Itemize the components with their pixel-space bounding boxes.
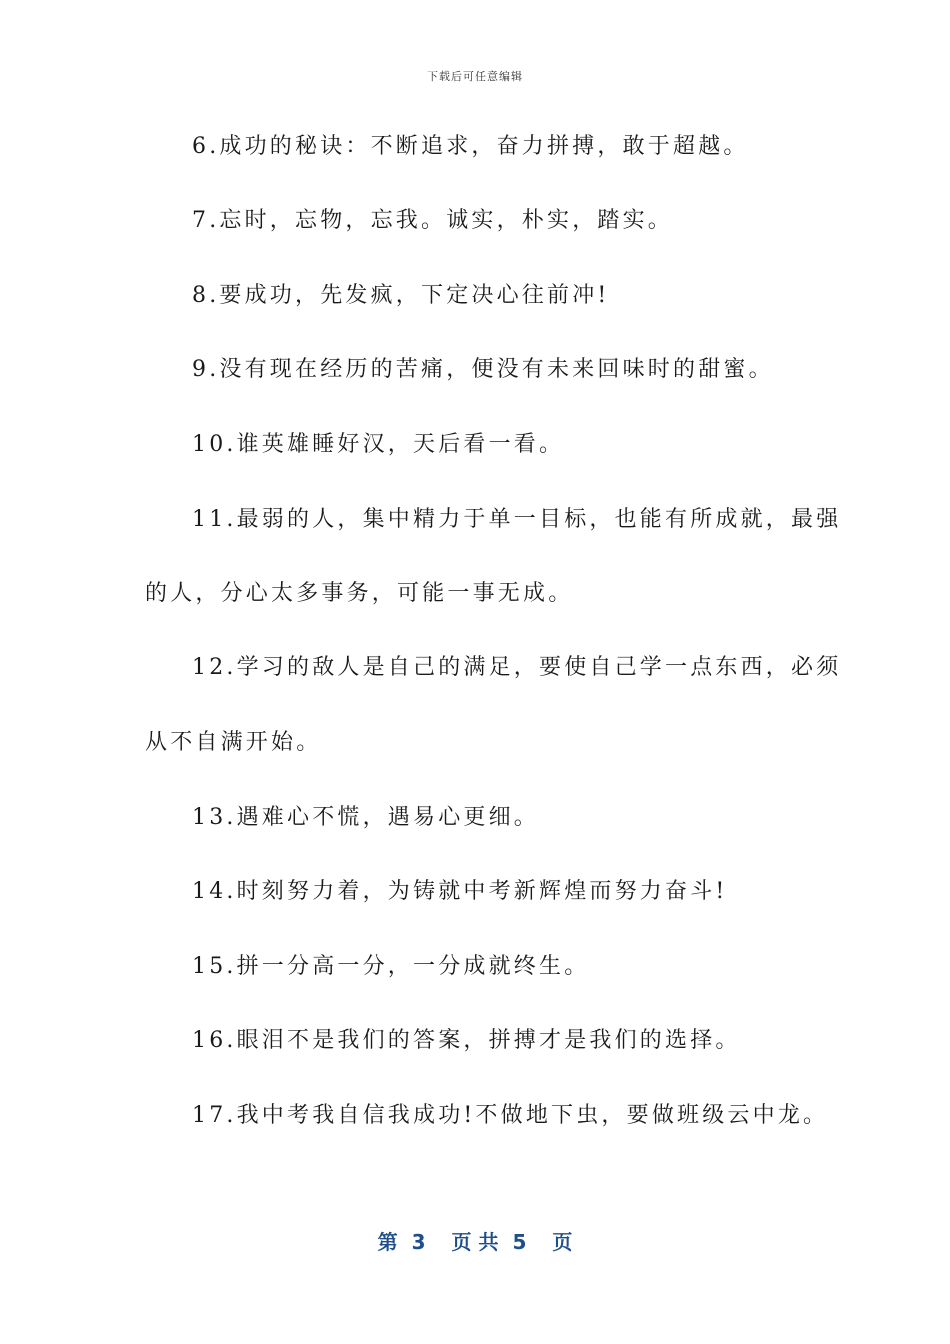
footer-middle: 页 共 bbox=[451, 1230, 499, 1254]
paragraph-9: 9.没有现在经历的苦痛，便没有未来回味时的甜蜜。 bbox=[192, 357, 774, 382]
paragraph-15: 15.拼一分高一分，一分成就终生。 bbox=[192, 954, 590, 979]
paragraph-17: 17.我中考我自信我成功!不做地下虫，要做班级云中龙。 bbox=[192, 1103, 829, 1128]
page-footer bbox=[0, 1226, 950, 1255]
footer-prefix: 第 bbox=[377, 1230, 398, 1254]
paragraph-11-line-2: 的人，分心太多事务，可能一事无成。 bbox=[145, 581, 574, 606]
paragraph-16: 16.眼泪不是我们的答案，拼搏才是我们的选择。 bbox=[192, 1028, 741, 1053]
paragraph-6: 6.成功的秘诀：不断追求，奋力拼搏，敢于超越。 bbox=[192, 134, 749, 159]
footer-suffix: 页 bbox=[552, 1230, 573, 1254]
paragraph-11-line-1: 11.最弱的人，集中精力于单一目标，也能有所成就，最强 bbox=[192, 507, 842, 532]
paragraph-12-line-1: 12.学习的敌人是自己的满足，要使自己学一点东西，必须 bbox=[192, 655, 842, 680]
paragraph-7: 7.忘时，忘物，忘我。诚实，朴实，踏实。 bbox=[192, 208, 673, 233]
total-pages-number: 5 bbox=[512, 1230, 527, 1254]
paragraph-13: 13.遇难心不慌，遇易心更细。 bbox=[192, 805, 539, 830]
paragraph-12-line-2: 从不自满开始。 bbox=[145, 730, 322, 755]
paragraph-8: 8.要成功，先发疯，下定决心往前冲! bbox=[192, 283, 610, 308]
paragraph-10: 10.谁英雄睡好汉，天后看一看。 bbox=[192, 432, 565, 457]
page-header: 下载后可任意编辑 bbox=[427, 70, 523, 83]
current-page-number: 3 bbox=[411, 1230, 426, 1254]
paragraph-14: 14.时刻努力着，为铸就中考新辉煌而努力奋斗! bbox=[192, 879, 728, 904]
